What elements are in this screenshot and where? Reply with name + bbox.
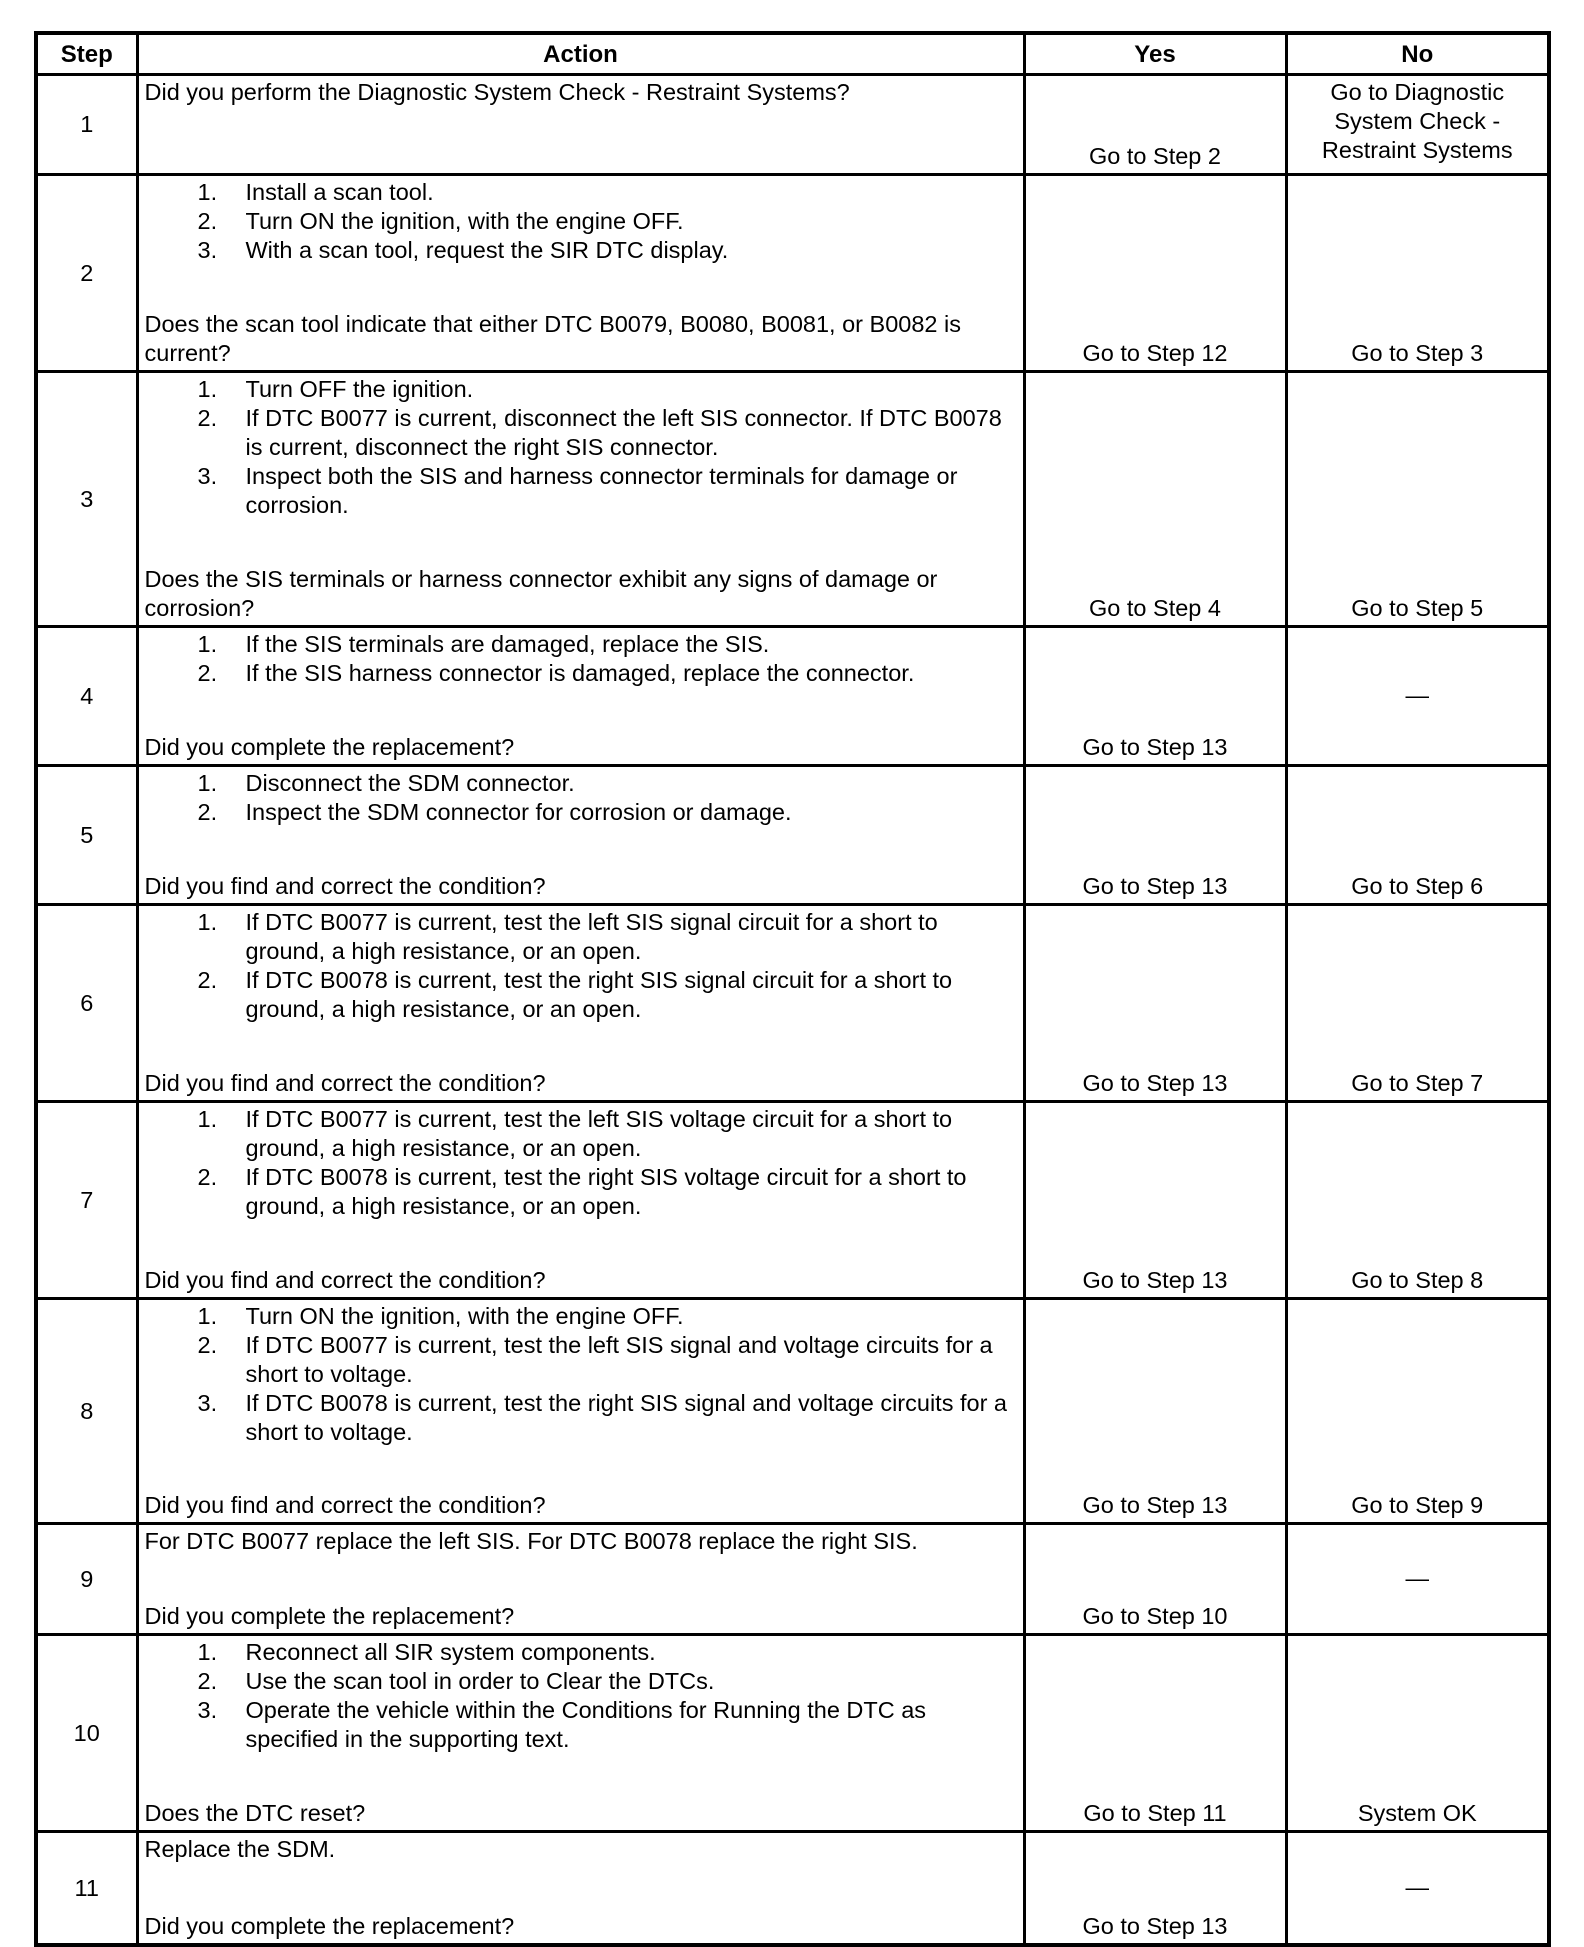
action-step-item: 1. If DTC B0077 is current, test the left SIS signal circuit for a short to ground, a high resistance, or an open. [197, 909, 938, 964]
action-question: Did you complete the replacement? [144, 734, 515, 760]
action-question: Did you find and correct the condition? [144, 873, 546, 899]
table-row [36, 766, 1549, 905]
action-steps [145, 1105, 1017, 1221]
yes-cell: Go to Step 13 [1024, 1832, 1286, 1946]
action-step-item: 3. If DTC B0078 is current, test the right SIS signal and voltage circuits for a short to voltage. [197, 1390, 1007, 1445]
table-row [36, 372, 1549, 627]
action-steps [145, 1302, 1017, 1447]
action-cell [137, 1832, 1024, 1946]
table-row [36, 1102, 1549, 1299]
step-number: 2 [36, 175, 137, 372]
action-question: Did you perform the Diagnostic System Check - Restraint Systems? [144, 79, 850, 105]
action-cell [137, 766, 1024, 905]
action-step-item: 3. Inspect both the SIS and harness connector terminals for damage or corrosion. [197, 463, 958, 518]
action-question: Did you complete the replacement? [144, 1913, 515, 1939]
action-step-item: 1. Install a scan tool. [197, 179, 434, 205]
action-cell [137, 175, 1024, 372]
action-question: Did you find and correct the condition? [144, 1070, 546, 1096]
action-step-item: 1. Disconnect the SDM connector. [197, 770, 575, 796]
action-step-item: 3. With a scan tool, request the SIR DTC display. [197, 237, 729, 263]
action-cell [137, 1102, 1024, 1299]
yes-cell: Go to Step 12 [1024, 175, 1286, 372]
step-number: 4 [36, 627, 137, 766]
table-row [36, 1635, 1549, 1832]
action-steps [145, 375, 1017, 520]
yes-cell: Go to Step 11 [1024, 1635, 1286, 1832]
action-cell [137, 372, 1024, 627]
header-yes: Yes [1024, 33, 1286, 75]
no-cell: Go to Step 6 [1286, 766, 1549, 905]
action-step-item: 2. Turn ON the ignition, with the engine OFF. [197, 208, 684, 234]
table-row [36, 175, 1549, 372]
action-step-item: 2. If DTC B0077 is current, disconnect the left SIS connector. If DTC B0078 is current, disconnect the right SIS connector. [197, 405, 1002, 460]
action-question: Did you complete the replacement? [144, 1603, 515, 1629]
action-cell [137, 1635, 1024, 1832]
action-question: Did you find and correct the condition? [144, 1267, 546, 1293]
table-row [36, 627, 1549, 766]
no-cell: — [1286, 627, 1549, 766]
yes-cell: Go to Step 13 [1024, 1102, 1286, 1299]
step-number: 3 [36, 372, 137, 627]
action-instruction: For DTC B0077 replace the left SIS. For DTC B0078 replace the right SIS. [144, 1528, 918, 1554]
no-cell: System OK [1286, 1635, 1549, 1832]
table-row [36, 1299, 1549, 1524]
action-steps [145, 908, 1017, 1024]
action-cell [137, 75, 1024, 175]
action-question: Does the SIS terminals or harness connector exhibit any signs of damage or corrosion? [144, 566, 938, 621]
action-cell [137, 1299, 1024, 1524]
yes-cell: Go to Step 2 [1024, 75, 1286, 175]
action-steps [145, 630, 1017, 688]
action-step-item: 2. Use the scan tool in order to Clear the DTCs. [197, 1668, 715, 1694]
step-number: 8 [36, 1299, 137, 1524]
header-row [36, 33, 1549, 75]
action-step-item: 2. If DTC B0077 is current, test the left SIS signal and voltage circuits for a short to voltage. [197, 1332, 993, 1387]
yes-cell: Go to Step 13 [1024, 627, 1286, 766]
no-cell: — [1286, 1524, 1549, 1635]
action-steps [145, 1638, 1017, 1754]
yes-cell: Go to Step 13 [1024, 766, 1286, 905]
no-cell: Go to Step 7 [1286, 905, 1549, 1102]
step-number: 7 [36, 1102, 137, 1299]
step-number: 11 [36, 1832, 137, 1946]
yes-cell: Go to Step 10 [1024, 1524, 1286, 1635]
diagnostic-table [34, 31, 1551, 1947]
step-number: 6 [36, 905, 137, 1102]
yes-cell: Go to Step 13 [1024, 905, 1286, 1102]
header-action: Action [137, 33, 1024, 75]
step-number: 5 [36, 766, 137, 905]
action-step-item: 1. Turn OFF the ignition. [197, 376, 474, 402]
table-row [36, 75, 1549, 175]
step-number: 1 [36, 75, 137, 175]
no-cell: Go to Step 9 [1286, 1299, 1549, 1524]
action-steps [145, 178, 1017, 265]
no-cell: Go to Step 8 [1286, 1102, 1549, 1299]
header-no: No [1286, 33, 1549, 75]
action-step-item: 1. If DTC B0077 is current, test the left SIS voltage circuit for a short to ground, a high resistance, or an open. [197, 1106, 953, 1161]
action-step-item: 3. Operate the vehicle within the Conditions for Running the DTC as specified in the supporting text. [197, 1697, 927, 1752]
table-row [36, 1524, 1549, 1635]
step-number: 10 [36, 1635, 137, 1832]
yes-cell: Go to Step 4 [1024, 372, 1286, 627]
no-cell: Go to Step 3 [1286, 175, 1549, 372]
action-step-item: 2. If DTC B0078 is current, test the right SIS signal circuit for a short to ground, a high resistance, or an open. [197, 967, 953, 1022]
action-step-item: 2. If the SIS harness connector is damaged, replace the connector. [197, 660, 915, 686]
no-cell: Go to Step 5 [1286, 372, 1549, 627]
action-step-item: 1. Reconnect all SIR system components. [197, 1639, 656, 1665]
yes-cell: Go to Step 13 [1024, 1299, 1286, 1524]
action-step-item: 2. Inspect the SDM connector for corrosion or damage. [197, 799, 792, 825]
action-steps [145, 769, 1017, 827]
action-step-item: 1. If the SIS terminals are damaged, replace the SIS. [197, 631, 770, 657]
action-instruction: Replace the SDM. [144, 1836, 336, 1862]
header-step: Step [36, 33, 137, 75]
action-question: Did you find and correct the condition? [144, 1492, 546, 1518]
table-row [36, 905, 1549, 1102]
action-step-item: 2. If DTC B0078 is current, test the right SIS voltage circuit for a short to ground, a high resistance, or an open. [197, 1164, 967, 1219]
action-step-item: 1. Turn ON the ignition, with the engine OFF. [197, 1303, 684, 1329]
action-cell [137, 627, 1024, 766]
action-cell [137, 1524, 1024, 1635]
no-cell: — [1286, 1832, 1549, 1946]
no-cell: Go to Diagnostic System Check - Restraint Systems [1286, 75, 1549, 175]
step-number: 9 [36, 1524, 137, 1635]
action-question: Does the DTC reset? [144, 1800, 366, 1826]
table-row [36, 1832, 1549, 1946]
action-question: Does the scan tool indicate that either DTC B0079, B0080, B0081, or B0082 is current? [144, 311, 961, 366]
action-cell [137, 905, 1024, 1102]
